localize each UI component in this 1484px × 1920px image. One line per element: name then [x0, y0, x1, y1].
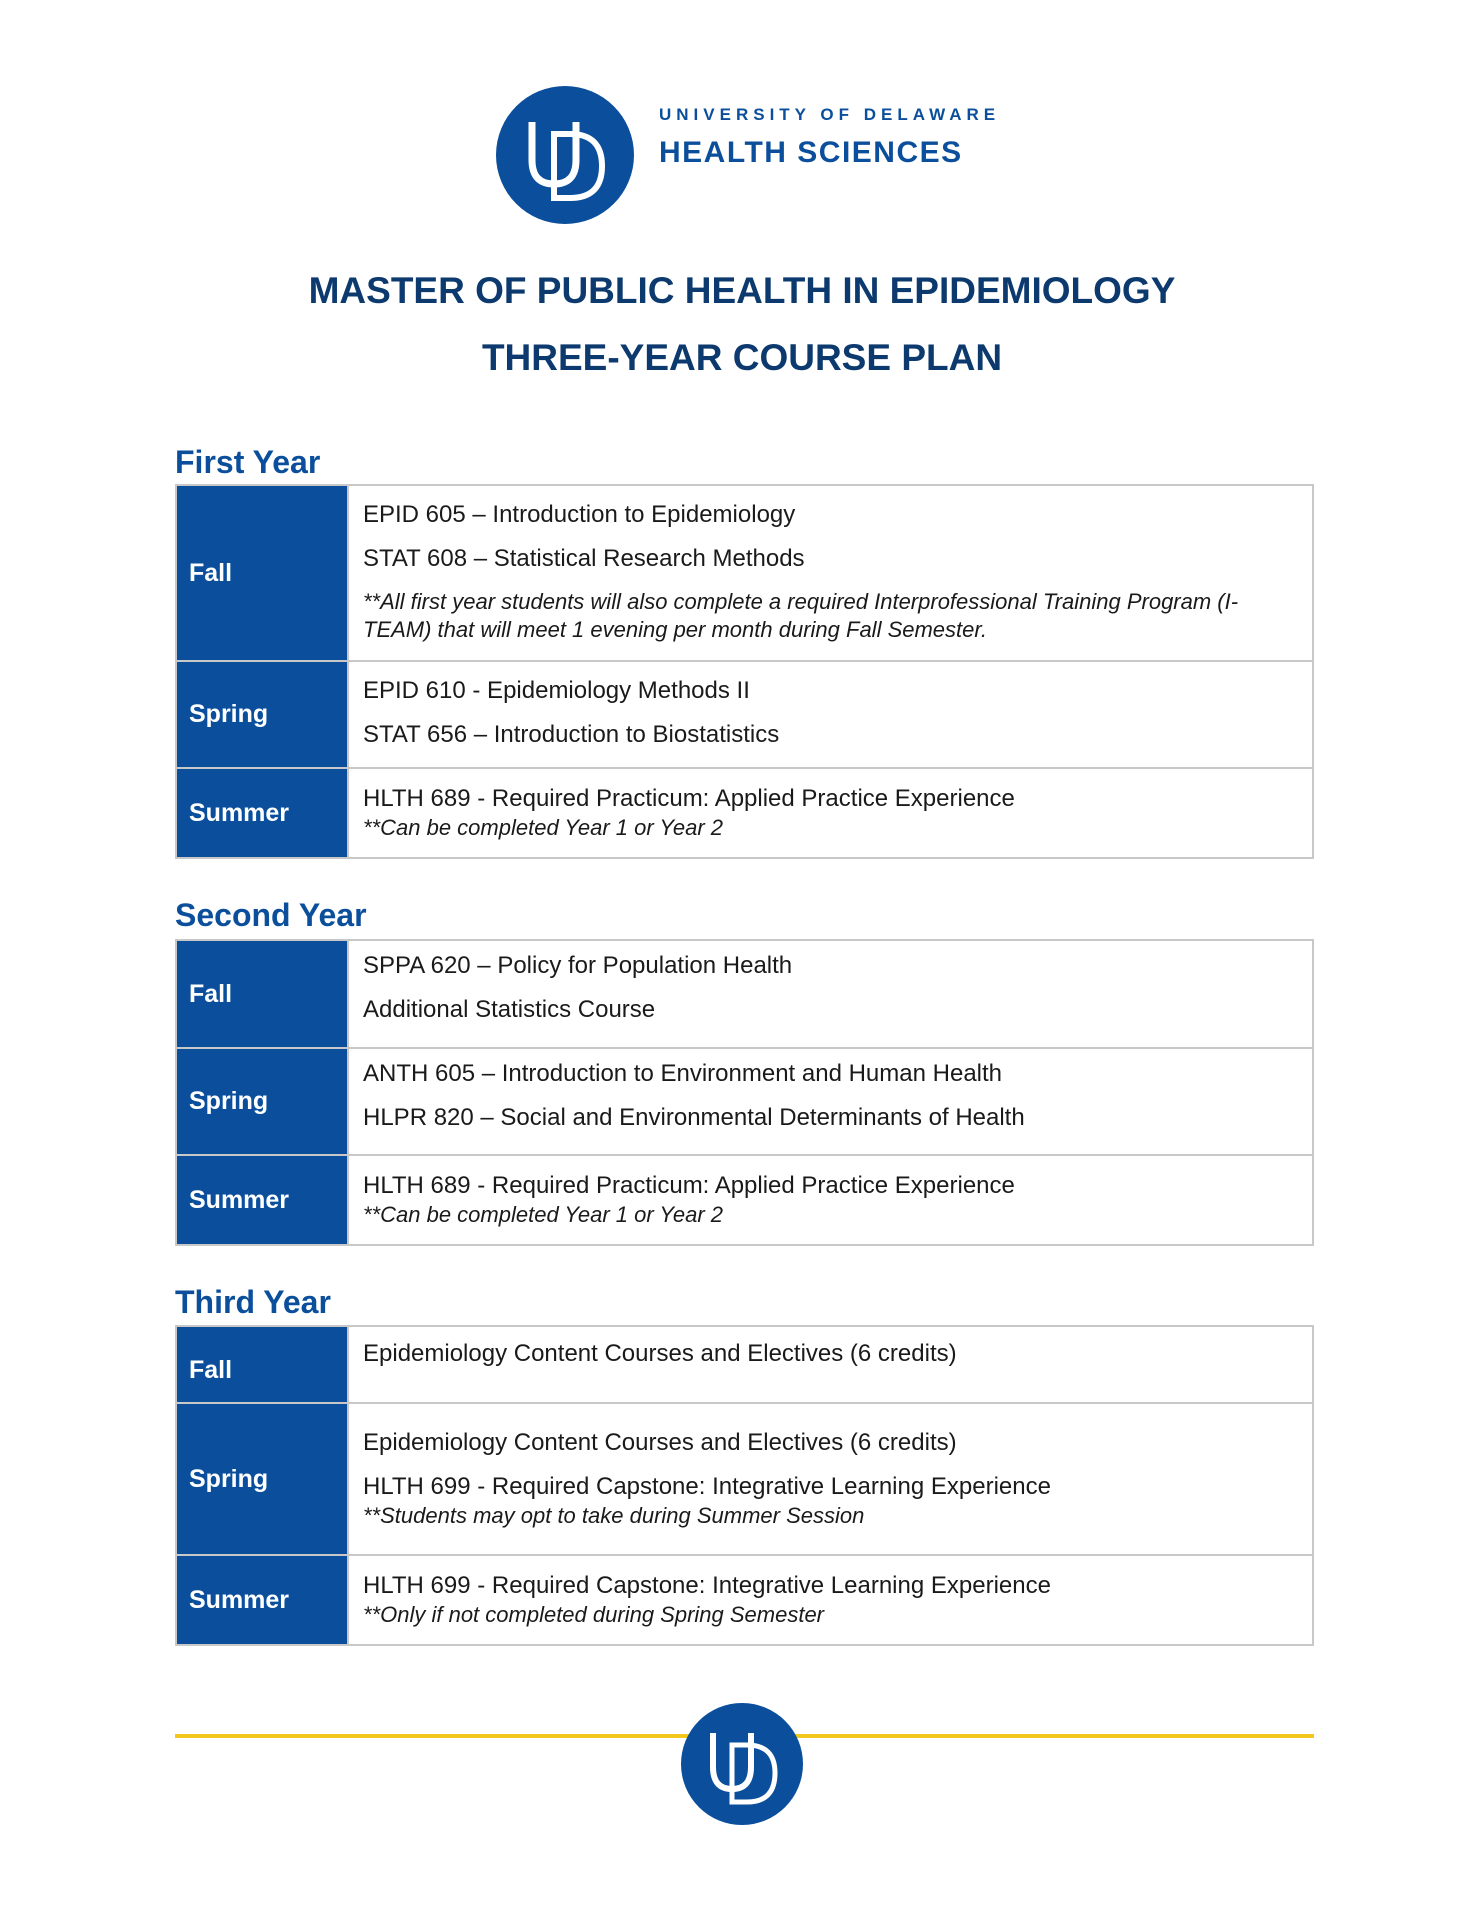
semester-courses	[348, 661, 1313, 768]
semester-row-spring	[176, 1403, 1313, 1555]
course-item: Additional Statistics Course	[363, 996, 656, 1023]
department-name: HEALTH SCIENCES	[659, 136, 963, 169]
ud-logo	[496, 86, 634, 224]
semester-row-spring	[176, 661, 1313, 768]
semester-courses	[348, 1326, 1313, 1403]
course-item: EPID 605 – Introduction to Epidemiology	[363, 501, 796, 528]
course-item: Epidemiology Content Courses and Electives (6 credits)	[363, 1340, 957, 1367]
page-subtitle: THREE-YEAR COURSE PLAN	[481, 337, 1003, 378]
course-item: HLTH 689 - Required Practicum: Applied Practice Experience	[363, 1172, 1015, 1199]
header	[496, 86, 1016, 226]
year-heading-second: Second Year	[175, 897, 367, 933]
semester-courses	[348, 1048, 1313, 1155]
semester-label: Fall	[176, 940, 348, 1048]
semester-label: Summer	[176, 1155, 348, 1245]
course-item: EPID 610 - Epidemiology Methods II	[363, 677, 750, 704]
semester-label: Summer	[176, 768, 348, 858]
semester-row-fall	[176, 1326, 1313, 1403]
course-item: STAT 656 – Introduction to Biostatistics	[363, 721, 780, 748]
course-item: HLTH 689 - Required Practicum: Applied Practice Experience	[363, 785, 1015, 812]
course-item: ANTH 605 – Introduction to Environment and Human Health	[363, 1060, 1003, 1087]
semester-courses	[348, 940, 1313, 1048]
year-heading-first: First Year	[175, 444, 321, 480]
course-item: HLPR 820 – Social and Environmental Determinants of Health	[363, 1104, 1025, 1131]
course-item: HLTH 699 - Required Capstone: Integrative Learning Experience	[363, 1473, 1051, 1500]
semester-label: Fall	[176, 485, 348, 661]
semester-courses	[348, 485, 1313, 661]
semester-label: Spring	[176, 1048, 348, 1155]
university-name: UNIVERSITY OF DELAWARE	[659, 105, 1001, 124]
semester-label: Spring	[176, 661, 348, 768]
semester-courses	[348, 1403, 1313, 1555]
semester-courses	[348, 768, 1313, 858]
course-note: **Can be completed Year 1 or Year 2	[363, 815, 723, 840]
year-table-first	[175, 484, 1314, 859]
page-title: MASTER OF PUBLIC HEALTH IN EPIDEMIOLOGY	[308, 270, 1176, 311]
semester-row-fall	[176, 485, 1313, 661]
course-item: STAT 608 – Statistical Research Methods	[363, 545, 805, 572]
course-note: **All first year students will also complete a required Interprofessional Training Program (I-TEAM) that will meet 1 evening per month during Fall Semester.	[363, 589, 1239, 642]
course-item: SPPA 620 – Policy for Population Health	[363, 952, 793, 979]
year-table-second	[175, 939, 1314, 1246]
year-table-third	[175, 1325, 1314, 1646]
semester-label: Spring	[176, 1403, 348, 1555]
course-item: HLTH 699 - Required Capstone: Integrative Learning Experience	[363, 1572, 1051, 1599]
course-note: **Students may opt to take during Summer Session	[363, 1503, 865, 1528]
course-note: **Can be completed Year 1 or Year 2	[363, 1202, 723, 1227]
semester-row-summer	[176, 768, 1313, 858]
course-item: Epidemiology Content Courses and Electives (6 credits)	[363, 1429, 957, 1456]
semester-row-summer	[176, 1555, 1313, 1645]
footer-ud-logo	[681, 1703, 803, 1825]
semester-courses	[348, 1555, 1313, 1645]
course-note: **Only if not completed during Spring Semester	[363, 1602, 825, 1627]
semester-label: Fall	[176, 1326, 348, 1403]
semester-row-fall	[176, 940, 1313, 1048]
semester-label: Summer	[176, 1555, 348, 1645]
semester-row-spring	[176, 1048, 1313, 1155]
year-heading-third: Third Year	[175, 1284, 331, 1320]
semester-row-summer	[176, 1155, 1313, 1245]
semester-courses	[348, 1155, 1313, 1245]
